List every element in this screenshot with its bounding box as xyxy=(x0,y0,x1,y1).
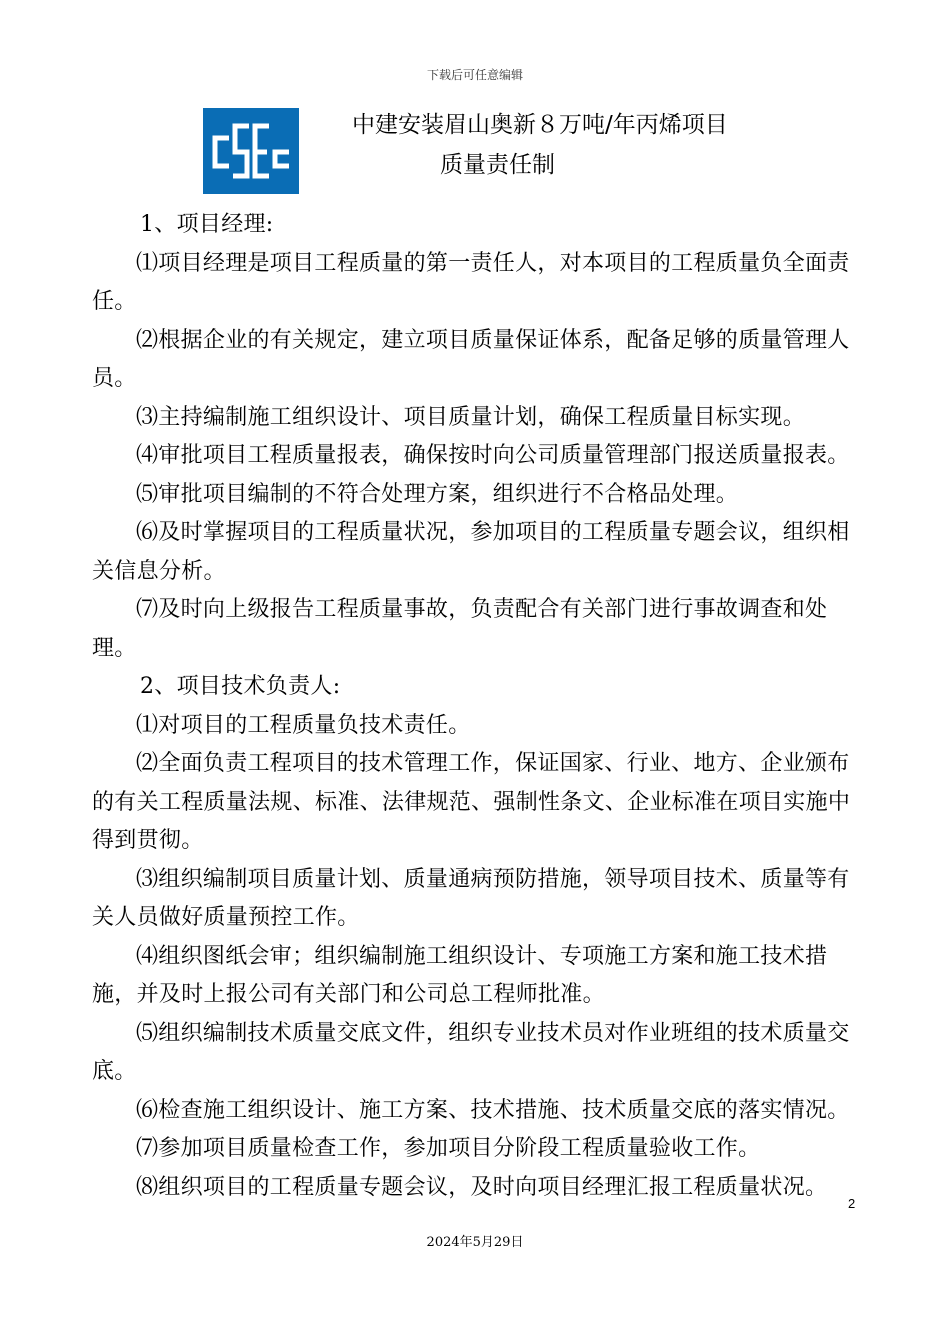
list-item: ⑹及时掌握项目的工程质量状况，参加项目的工程质量专题会议，组织相关信息分析。 xyxy=(92,520,850,584)
cscec-logo-icon xyxy=(203,108,299,194)
section-heading: 1、项目经理: xyxy=(140,212,274,237)
list-item: ⑴项目经理是项目工程质量的第一责任人，对本项目的工程质量负全面责任。 xyxy=(92,250,850,314)
document-title: 中建安装眉山奥新８万吨/年丙烯项目 xyxy=(352,112,728,138)
list-item: ⑷审批项目工程质量报表，确保按时向公司质量管理部门报送质量报表。 xyxy=(136,443,850,468)
list-item: ⑸审批项目编制的不符合处理方案，组织进行不合格品处理。 xyxy=(136,481,739,507)
list-item: ⑹检查施工组织设计、施工方案、技术措施、技术质量交底的落实情况。 xyxy=(136,1097,850,1123)
list-item: ⑵根据企业的有关规定，建立项目质量保证体系，配备足够的质量管理人员。 xyxy=(92,327,850,391)
document-subtitle: 质量责任制 xyxy=(440,152,555,178)
footer-date: 2024年5月29日 xyxy=(426,1235,524,1250)
list-item: ⑷组织图纸会审；组织编制施工组织设计、专项施工方案和施工技术措施，并及时上报公司有关部门和公司总工程师批准。 xyxy=(92,943,828,1007)
list-item: ⑸组织编制技术质量交底文件，组织专业技术员对作业班组的技术质量交底。 xyxy=(92,1020,850,1084)
document-body xyxy=(92,206,862,1207)
list-item: ⑺参加项目质量检查工作，参加项目分阶段工程质量验收工作。 xyxy=(136,1136,761,1161)
list-item: ⑻组织项目的工程质量专题会议，及时向项目经理汇报工程质量状况。 xyxy=(136,1174,828,1200)
list-item: ⑵全面负责工程项目的技术管理工作，保证国家、行业、地方、企业颁布的有关工程质量法规、标准、法律规范、强制性条文、企业标准在项目实施中得到贯彻。 xyxy=(92,751,851,853)
list-item: ⑶组织编制项目质量计划、质量通病预防措施，领导项目技术、质量等有关人员做好质量预控工作。 xyxy=(92,866,850,930)
page-number: 2 xyxy=(848,1196,856,1211)
list-item: ⑴对项目的工程质量负技术责任。 xyxy=(136,712,471,738)
section-heading: 2、项目技术负责人: xyxy=(140,674,341,699)
header-note: 下载后可任意编辑 xyxy=(426,68,523,82)
company-logo xyxy=(203,108,299,194)
list-item: ⑶主持编制施工组织设计、项目质量计划，确保工程质量目标实现。 xyxy=(136,404,806,430)
list-item: ⑺及时向上级报告工程质量事故，负责配合有关部门进行事故调查和处理。 xyxy=(92,597,828,661)
